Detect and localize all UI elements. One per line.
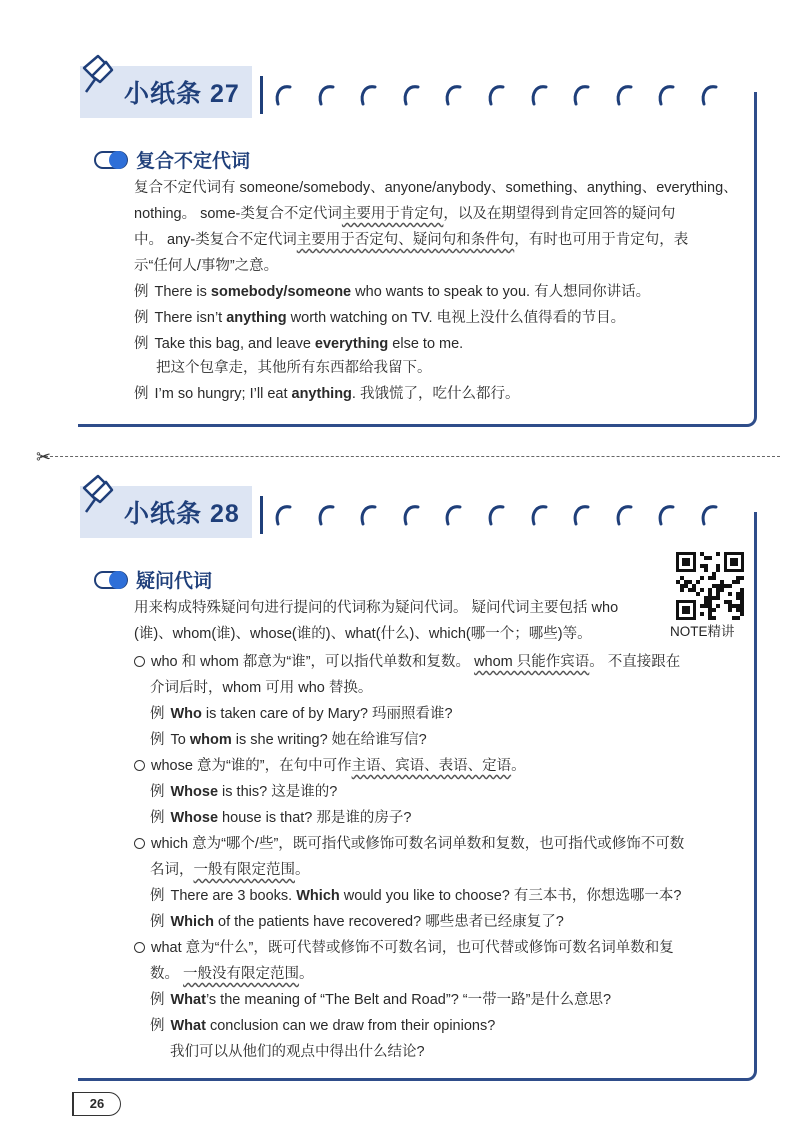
binder-ring-icon — [400, 502, 422, 528]
note-tag-28 — [80, 486, 252, 538]
binder-ring-icon — [272, 502, 294, 528]
intro-line-1: 用来构成特殊疑问句进行提问的代词称为疑问代词。 疑问代词主要包括 who — [134, 600, 619, 616]
binder-rings — [272, 502, 742, 532]
tag-divider — [260, 496, 263, 534]
example-translation: 我们可以从他们的观点中得出什么结论? — [170, 1044, 425, 1060]
example: 例 Which of the patients have recovered? 哪些患者已经康复了? — [150, 914, 564, 930]
binder-ring-icon — [655, 82, 677, 108]
example: 例 There are 3 books. Which would you like to choose? 有三本书，你想选哪一本? — [150, 888, 682, 904]
bullet-whose: whose 意为“谁的”，在句中可作主语、宾语、表语、定语。 — [134, 754, 526, 778]
page-number: 26 — [72, 1092, 121, 1116]
binder-ring-icon — [698, 82, 720, 108]
binder-ring-icon — [655, 502, 677, 528]
scissors-icon: ✂ — [36, 447, 52, 467]
pushpin-icon — [76, 472, 120, 522]
example: 例 Who is taken care of by Mary? 玛丽照看谁? — [150, 706, 453, 722]
binder-ring-icon — [570, 82, 592, 108]
cut-line — [40, 456, 780, 457]
binder-ring-icon — [315, 502, 337, 528]
bullet-who-whom: who 和 whom 都意为“谁”，可以指代单数和复数。 whom 只能作宾语。 不直接跟在 — [134, 650, 680, 674]
binder-ring-icon — [485, 502, 507, 528]
binder-ring-icon — [357, 82, 379, 108]
binder-ring-icon — [357, 502, 379, 528]
example-4: 例 I’m so hungry; I’ll eat anything. 我饿慌了，吃什么都行。 — [134, 386, 520, 402]
binder-ring-icon — [442, 82, 464, 108]
bullet-which-line2: 名词，一般有限定范围。 — [150, 862, 310, 878]
intro-line-3: 中。 any-类复合不定代词主要用于否定句、疑问句和条件句，有时也可用于肯定句，表 — [134, 232, 689, 248]
binder-ring-icon — [315, 82, 337, 108]
example-3: 例 Take this bag, and leave everything else to me. — [134, 336, 464, 352]
binder-ring-icon — [400, 82, 422, 108]
intro-line-1: 复合不定代词有 someone/somebody、anyone/anybody、something、anything、everything、 — [134, 180, 738, 196]
qr-label: NOTE精讲 — [670, 624, 735, 639]
section-heading: 复合不定代词 — [94, 146, 250, 173]
example: 例 What’s the meaning of “The Belt and Road”? “一带一路”是什么意思? — [150, 992, 612, 1008]
note-title: 小纸条 27 — [124, 80, 240, 108]
binder-ring-icon — [485, 82, 507, 108]
bullet-which: which 意为“哪个/些”，既可指代或修饰可数名词单数和复数，也可指代或修饰不可数 — [134, 832, 684, 856]
note-title: 小纸条 28 — [124, 500, 240, 528]
intro-line-2: (谁)、whom(谁)、whose(谁的)、what(什么)、which(哪一个；哪些)等。 — [134, 626, 592, 642]
section-heading: 疑问代词 — [94, 566, 212, 593]
bullet-what-line2: 数。 一般没有限定范围。 — [150, 966, 314, 982]
binder-ring-icon — [442, 502, 464, 528]
binder-ring-icon — [528, 82, 550, 108]
example-1: 例 There is somebody/someone who wants to speak to you. 有人想同你讲话。 — [134, 284, 651, 300]
binder-ring-icon — [272, 82, 294, 108]
example: 例 Whose house is that? 那是谁的房子? — [150, 810, 412, 826]
bullet-who-whom-line2: 介词后时，whom 可用 who 替换。 — [150, 680, 373, 696]
binder-ring-icon — [570, 502, 592, 528]
binder-ring-icon — [613, 82, 635, 108]
example: 例 To whom is she writing? 她在给谁写信? — [150, 732, 427, 748]
toggle-bullet-icon — [94, 570, 130, 590]
pushpin-icon — [76, 52, 120, 102]
binder-rings — [272, 82, 742, 112]
binder-ring-icon — [698, 502, 720, 528]
intro-line-2: nothing。 some-类复合不定代词主要用于肯定句，以及在期望得到肯定回答的疑问句 — [134, 206, 676, 222]
binder-ring-icon — [613, 502, 635, 528]
toggle-bullet-icon — [94, 150, 130, 170]
bullet-what: what 意为“什么”，既可代替或修饰不可数名词，也可代替或修饰可数名词单数和复 — [134, 936, 674, 960]
tag-divider — [260, 76, 263, 114]
example: 例 Whose is this? 这是谁的? — [150, 784, 338, 800]
note-tag-27 — [80, 66, 252, 118]
qr-code-icon[interactable] — [676, 552, 744, 620]
binder-ring-icon — [528, 502, 550, 528]
example-3-translation: 把这个包拿走，其他所有东西都给我留下。 — [156, 360, 432, 376]
example: 例 What conclusion can we draw from their opinions? — [150, 1018, 496, 1034]
example-2: 例 There isn’t anything worth watching on TV. 电视上没什么值得看的节目。 — [134, 310, 626, 326]
intro-line-4: 示“任何人/事物”之意。 — [134, 258, 279, 274]
